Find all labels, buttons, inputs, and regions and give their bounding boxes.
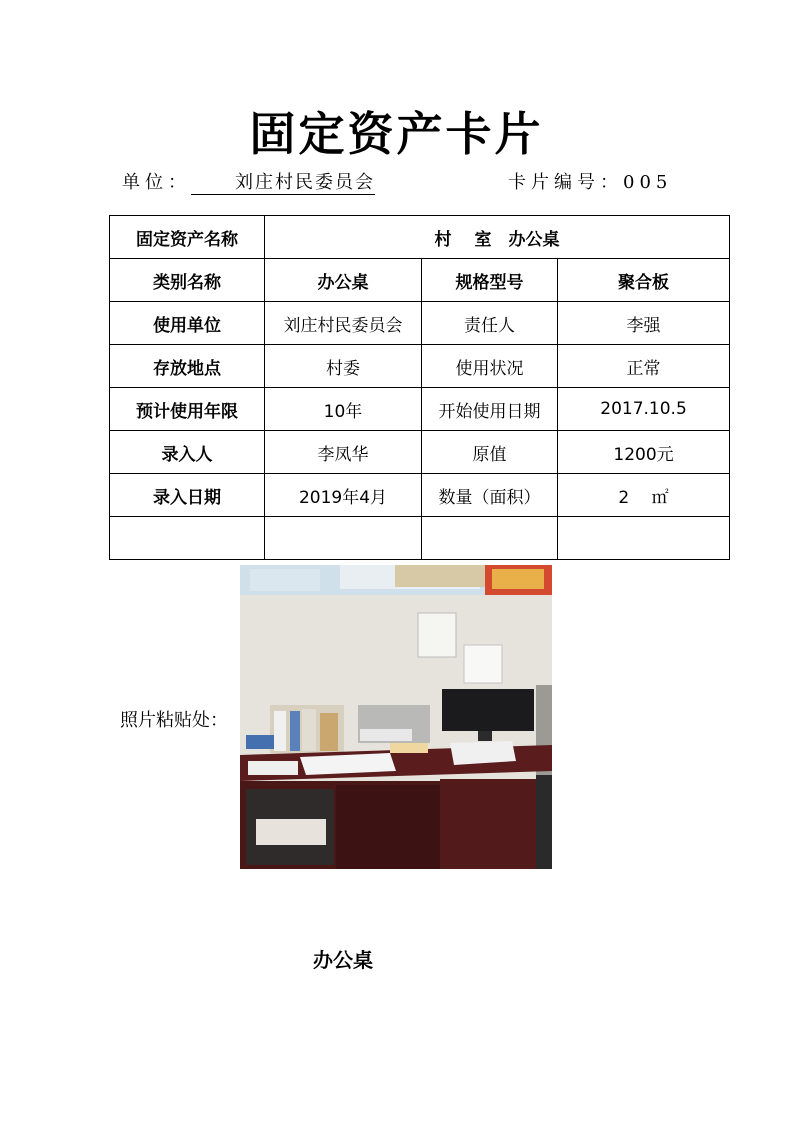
field-value: 刘庄村民委员会 <box>265 302 422 345</box>
table-row <box>110 431 730 474</box>
card-number-field <box>508 168 672 194</box>
field-label: 规格型号 <box>422 259 558 302</box>
field-label: 使用单位 <box>110 302 265 345</box>
unit-field <box>122 168 375 195</box>
asset-photo <box>240 565 552 869</box>
field-value: 10年 <box>265 388 422 431</box>
field-value: 2 ㎡ <box>558 474 730 517</box>
field-label: 预计使用年限 <box>110 388 265 431</box>
field-label: 录入人 <box>110 431 265 474</box>
table-row <box>110 216 730 259</box>
field-label: 责任人 <box>422 302 558 345</box>
field-value: 聚合板 <box>558 259 730 302</box>
photo-label: 照片粘贴处： <box>120 710 228 731</box>
empty-row <box>110 517 730 560</box>
field-label: 数量（面积） <box>422 474 558 517</box>
field-label: 存放地点 <box>110 345 265 388</box>
table-row <box>110 388 730 431</box>
table-row <box>110 302 730 345</box>
table-row <box>110 474 730 517</box>
unit-value: 刘庄村民委员会 <box>191 172 375 195</box>
asset-name-label: 固定资产名称 <box>110 216 265 259</box>
table-row <box>110 345 730 388</box>
photo-caption: 办公桌 <box>313 948 373 972</box>
field-value: 村委 <box>265 345 422 388</box>
field-value: 1200元 <box>558 431 730 474</box>
empty-cell <box>110 517 265 560</box>
unit-label: 单位： <box>122 172 191 193</box>
empty-cell <box>265 517 422 560</box>
asset-table <box>109 215 730 560</box>
field-value: 李凤华 <box>265 431 422 474</box>
field-label: 类别名称 <box>110 259 265 302</box>
field-value: 正常 <box>558 345 730 388</box>
card-number-value: 005 <box>623 172 673 193</box>
empty-cell <box>422 517 558 560</box>
page-title: 固定资产卡片 <box>249 107 544 161</box>
field-label: 原值 <box>422 431 558 474</box>
card-number-label: 卡片编号： <box>508 172 623 193</box>
field-label: 开始使用日期 <box>422 388 558 431</box>
field-value: 办公桌 <box>265 259 422 302</box>
field-label: 录入日期 <box>110 474 265 517</box>
table-row <box>110 259 730 302</box>
asset-name-value: 村 室 办公桌 <box>265 216 730 259</box>
empty-cell <box>558 517 730 560</box>
field-value: 李强 <box>558 302 730 345</box>
field-label: 使用状况 <box>422 345 558 388</box>
field-value: 2019年4月 <box>265 474 422 517</box>
field-value: 2017.10.5 <box>558 388 730 431</box>
